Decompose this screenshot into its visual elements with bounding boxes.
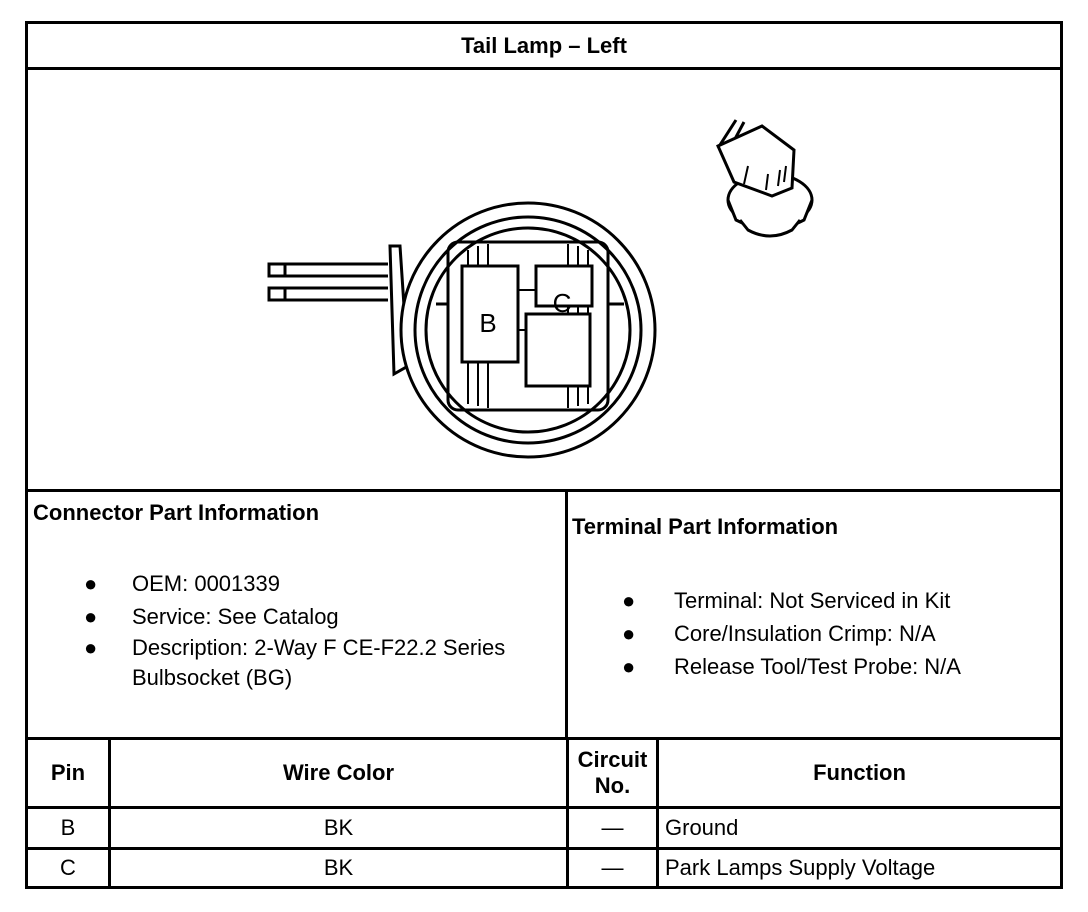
bullet-icon: ● [84, 604, 98, 629]
list-item: ● Release Tool/Test Probe: N/A [570, 650, 961, 683]
table-cell-wire-color: BK [323, 855, 354, 880]
pin-label-b: B [479, 308, 497, 338]
bullet-icon: ● [622, 621, 636, 646]
terminal-info-list [570, 584, 961, 683]
divider [28, 489, 1060, 492]
list-item: ● Description: 2-Way F CE-F22.2 Series Bulbsocket (BG) [84, 635, 506, 690]
sheet-title: Tail Lamp – Left [461, 33, 627, 58]
list-item: ● Core/Insulation Crimp: N/A [570, 617, 961, 650]
table-cell-circuit: — [601, 855, 624, 880]
bullet-icon: ● [84, 571, 98, 596]
list-item: ● Terminal: Not Serviced in Kit [570, 584, 961, 617]
connector-info-heading: Connector Part Information [33, 500, 320, 525]
table-cell-pin: C [60, 855, 76, 880]
column-header-circuit: Circuit No. [577, 747, 648, 798]
list-item: ● Service: See Catalog [28, 600, 505, 633]
connector-face-drawing [28, 70, 1060, 490]
pin-label-c: C [552, 288, 572, 318]
connector-diagram [28, 70, 1060, 490]
column-header-wire-color: Wire Color [282, 760, 395, 785]
bullet-icon: ● [622, 654, 636, 679]
table-cell-function: Park Lamps Supply Voltage [665, 855, 936, 880]
connector-sheet [25, 21, 1063, 889]
socket-perspective-view [718, 120, 812, 236]
table-cell-circuit: — [601, 815, 624, 840]
table-cell-wire-color: BK [323, 815, 354, 840]
table-cell-function: Ground [665, 815, 739, 840]
list-item: ● OEM: 0001339 [28, 567, 505, 600]
wire-end [269, 288, 285, 300]
bullet-icon: ● [84, 635, 98, 660]
column-header-pin: Pin [50, 760, 86, 785]
bullet-icon: ● [622, 588, 636, 613]
divider [565, 490, 568, 738]
table-cell-pin: B [60, 815, 76, 840]
column-header-function: Function [813, 760, 906, 785]
terminal-info-heading: Terminal Part Information [572, 514, 839, 539]
wire-pair [285, 264, 388, 300]
wire-end [269, 264, 285, 276]
connector-info-list [28, 567, 505, 693]
